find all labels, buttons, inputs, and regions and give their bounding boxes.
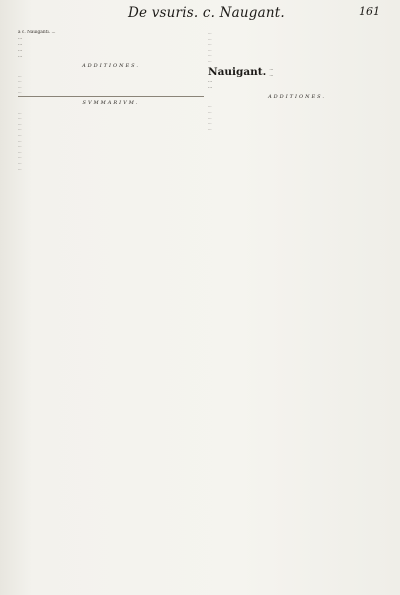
left-additio: ... [18, 72, 22, 78]
running-title: De vsuris. c. Naugant. [128, 5, 285, 21]
left-body-paragraph: ... [18, 36, 23, 42]
divider [18, 96, 204, 97]
right-column [208, 30, 386, 586]
summarium-list [18, 110, 204, 171]
right-additio: ... [208, 120, 212, 126]
left-additio: ... [18, 89, 22, 95]
summarium-entry: ... [18, 132, 22, 138]
left-additiones [18, 73, 204, 95]
lead-word: Nauigant. [208, 65, 267, 78]
numbered-item: ... [208, 52, 212, 58]
left-body-paragraph: ... [18, 42, 23, 48]
numbered-item: ... [208, 57, 212, 63]
numbered-item: ... [208, 30, 212, 35]
summarium-entry: ... [18, 143, 22, 149]
right-additiones [208, 103, 386, 130]
numbered-item: ... [208, 41, 212, 47]
summarium-entry: ... [18, 160, 22, 165]
left-body-paragraph: ... [18, 54, 23, 60]
right-additio: ... [208, 109, 212, 115]
summarium-entry: ... [18, 154, 22, 160]
right-top-items [208, 30, 386, 63]
summarium-entry: ... [18, 148, 22, 154]
summarium-entry: ... [18, 165, 22, 171]
right-additio: ... [208, 103, 212, 109]
summarium-entry: ... [18, 109, 22, 115]
summarium-heading: SVMMARIVM. [82, 100, 140, 107]
right-body-paragraph: ... [269, 73, 274, 79]
right-body [208, 67, 386, 91]
summarium-entry: ... [18, 126, 22, 132]
left-additio: ... [18, 83, 22, 89]
summarium-entry: ... [18, 120, 22, 126]
numbered-item: ... [208, 46, 212, 52]
left-body-paragraph: ... [18, 48, 23, 54]
numbered-item: ... [208, 35, 212, 41]
left-additiones-heading: ADDITIONES. [82, 62, 140, 69]
right-body-paragraph: ... [208, 79, 213, 85]
right-additio: ... [208, 114, 212, 120]
summarium-entry: ... [18, 115, 22, 121]
right-body-paragraph: ... [269, 66, 274, 72]
right-body-paragraph: ... [208, 85, 213, 91]
summarium-entry: ... [18, 137, 22, 143]
page-header [0, 2, 400, 24]
right-additiones-heading: ADDITIONES. [268, 93, 326, 100]
left-additio: ... [18, 78, 22, 84]
left-column [18, 30, 204, 586]
left-body [18, 30, 204, 60]
page-number: 161 [359, 5, 380, 18]
left-body-paragraph: a c. Nauiganti. ... [18, 30, 56, 35]
right-additio: ... [208, 125, 212, 131]
